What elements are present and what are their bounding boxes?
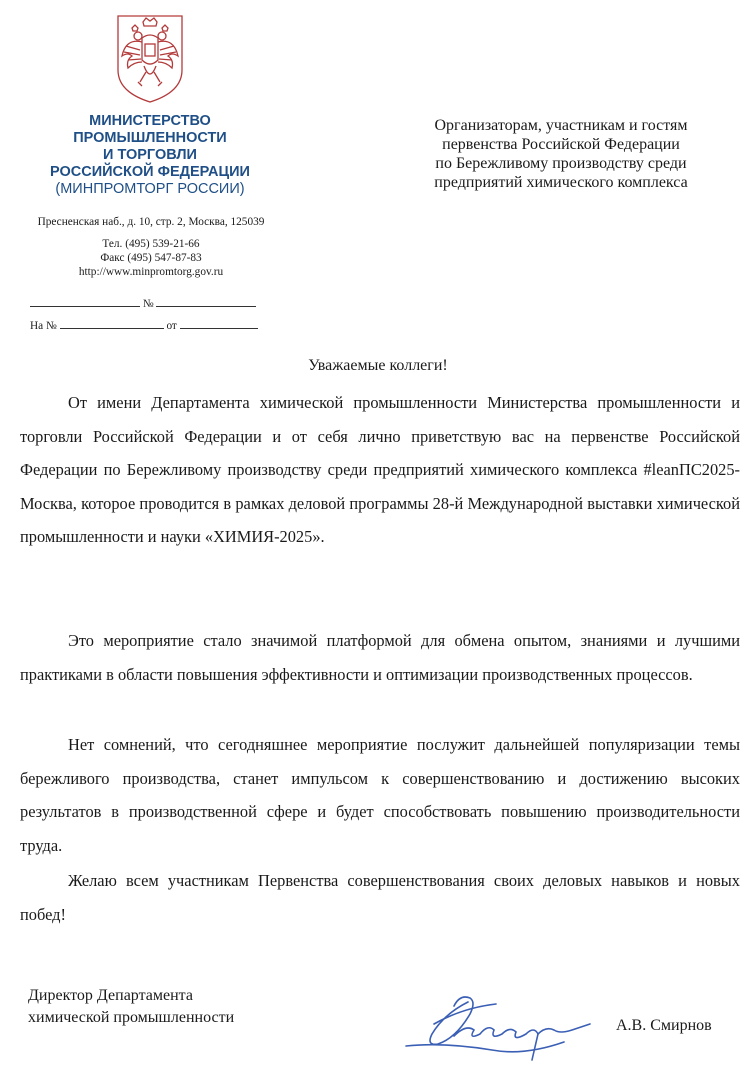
- ministry-short-name: (МИНПРОМТОРГ РОССИИ): [55, 181, 245, 197]
- signatory-name: А.В. Смирнов: [616, 1017, 712, 1034]
- ministry-name: [20, 113, 280, 198]
- greeting: Уважаемые коллеги!: [308, 357, 448, 374]
- reply-to-label: На №: [30, 320, 57, 332]
- number-label: №: [142, 298, 154, 310]
- signatory-title-line: Директор Департамента: [28, 987, 193, 1004]
- reply-date-label: от: [166, 320, 177, 332]
- fax-number: Факс (495) 547-87-83: [100, 252, 202, 264]
- ministry-address: Пресненская наб., д. 10, стр. 2, Москва, 125039: [37, 216, 265, 228]
- body-paragraph: [20, 386, 740, 554]
- addressee-block: [392, 116, 730, 192]
- paragraph-text: Желаю всем участникам Первенства совершенствования своих деловых навыков и новых побед!: [20, 871, 740, 924]
- ministry-line: И ТОРГОВЛИ: [103, 147, 197, 163]
- coat-of-arms-icon: [112, 12, 188, 104]
- registration-number-line: [30, 297, 256, 310]
- reply-date-blank: [180, 319, 258, 329]
- signatory-title: [28, 985, 234, 1029]
- ministry-line: МИНИСТЕРСТВО: [89, 113, 211, 129]
- number-blank: [156, 297, 256, 307]
- body-paragraph: [20, 728, 740, 862]
- paragraph-text: Нет сомнений, что сегодняшнее мероприятие послужит дальнейшей популяризации темы бережливого производства, станет импульсом к совершенствованию и достижению высоких результатов в производственной сфере и будет способствовать повышению производительности труда.: [20, 735, 740, 855]
- handwritten-signature-icon: [404, 984, 600, 1066]
- addressee-line: первенства Российской Федерации: [442, 136, 680, 153]
- signatory-title-line: химической промышленности: [28, 1009, 235, 1026]
- paragraph-text: Это мероприятие стало значимой платформой для обмена опытом, знаниями и лучшими практиками в области повышения эффективности и оптимизации производственных процессов.: [20, 631, 740, 684]
- body-paragraph: [20, 864, 740, 931]
- website-link[interactable]: http://www.minpromtorg.gov.ru: [78, 266, 224, 278]
- phone-number: Тел. (495) 539-21-66: [102, 238, 200, 250]
- reply-reference-line: [30, 319, 258, 332]
- body-paragraph: [20, 624, 740, 691]
- ministry-contacts: [20, 237, 282, 279]
- date-blank: [30, 297, 140, 307]
- ministry-line: РОССИЙСКОЙ ФЕДЕРАЦИИ: [50, 164, 250, 180]
- addressee-line: Организаторам, участникам и гостям: [434, 117, 688, 134]
- addressee-line: по Бережливому производству среди: [435, 155, 687, 172]
- paragraph-text: От имени Департамента химической промышленности Министерства промышленности и торговли Российской Федерации и от себя лично приветствую вас на первенстве Российской Федерации по Бережливому производству среди предприятий химического комплекса #leanПС2025-Москва, которое проводится в рамках деловой программы 28-й Международной выставки химической промышленности и науки «ХИМИЯ-2025».: [20, 393, 740, 546]
- addressee-line: предприятий химического комплекса: [434, 174, 688, 191]
- ministry-line: ПРОМЫШЛЕННОСТИ: [73, 130, 227, 146]
- reply-number-blank: [60, 319, 164, 329]
